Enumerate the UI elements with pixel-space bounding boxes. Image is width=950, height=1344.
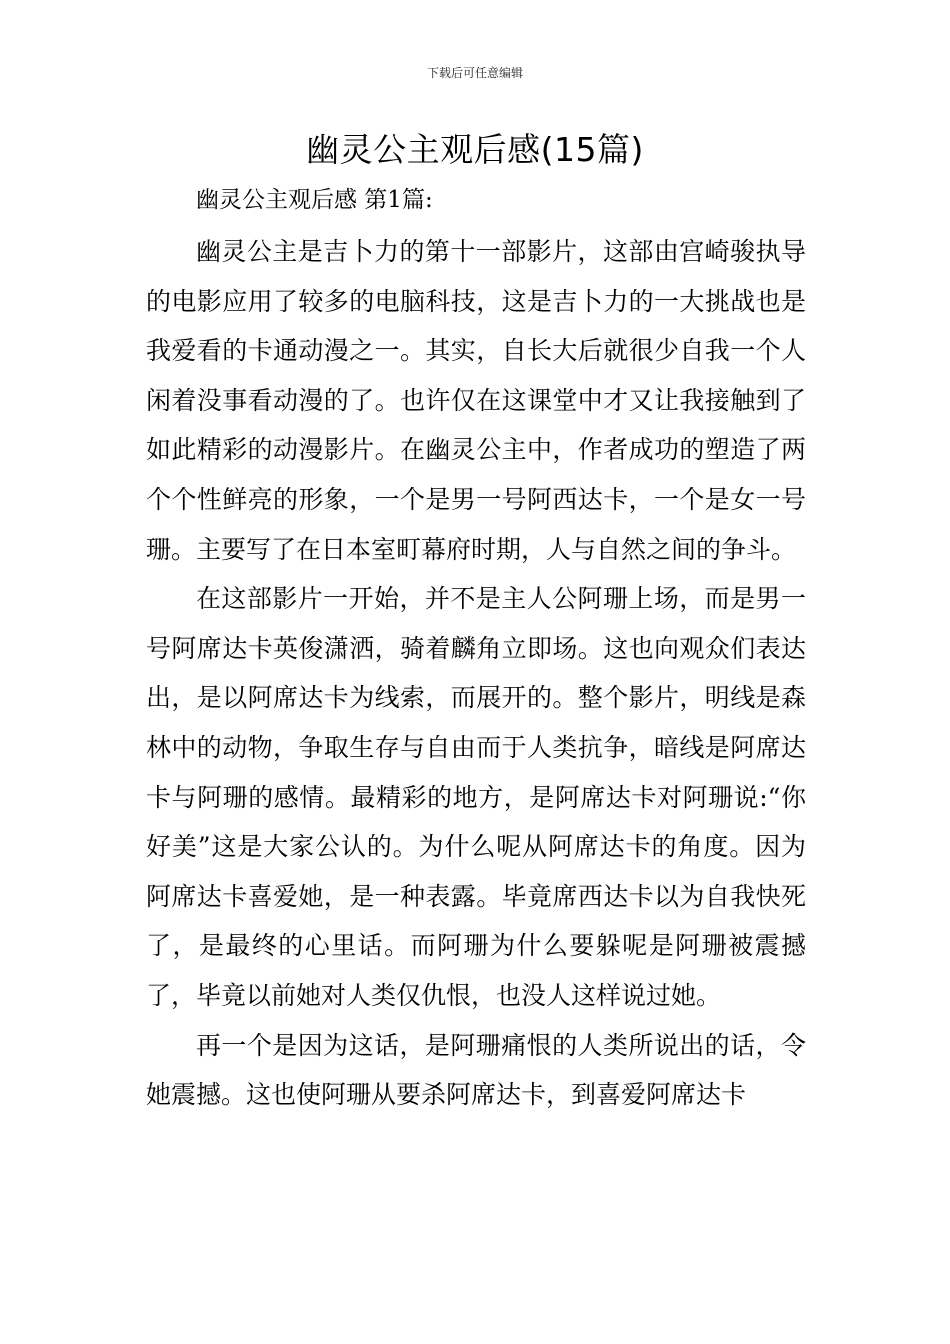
document-title: 幽灵公主观后感(15篇): [306, 130, 644, 169]
document-body: [146, 227, 806, 1120]
paragraph: 再一个是因为这话，是阿珊痛恨的人类所说出的话，令她震撼。这也使阿珊从要杀阿席达卡，到喜爱阿席达卡: [146, 1030, 806, 1110]
paragraph: 幽灵公主是吉卜力的第十一部影片，这部由宫崎骏执导的电影应用了较多的电脑科技，这是吉卜力的一大挑战也是我爱看的卡通动漫之一。其实，自长大后就很少自我一个人闲着没事看动漫的了。也许仅在这课堂中才又让我接触到了如此精彩的动漫影片。在幽灵公主中，作者成功的塑造了两个个性鲜亮的形象，一个是男一号阿西达卡，一个是女一号珊。主要写了在日本室町幕府时期，人与自然之间的争斗。: [146, 237, 806, 564]
page-header-note: 下载后可任意编辑: [426, 66, 523, 80]
paragraph: 在这部影片一开始，并不是主人公阿珊上场，而是男一号阿席达卡英俊潇洒，骑着麟角立即场。这也向观众们表达出，是以阿席达卡为线索，而展开的。整个影片，明线是森林中的动物，争取生存与自由而于人类抗争，暗线是阿席达卡与阿珊的感情。最精彩的地方，是阿席达卡对阿珊说:“你好美”这是大家公认的。为什么呢从阿席达卡的角度。因为阿席达卡喜爱她，是一种表露。毕竟席西达卡以为自我快死了，是最终的心里话。而阿珊为什么要躲呢是阿珊被震撼了，毕竟以前她对人类仅仇恨，也没人这样说过她。: [146, 584, 806, 1010]
section-subtitle: 幽灵公主观后感 第1篇:: [196, 187, 433, 213]
